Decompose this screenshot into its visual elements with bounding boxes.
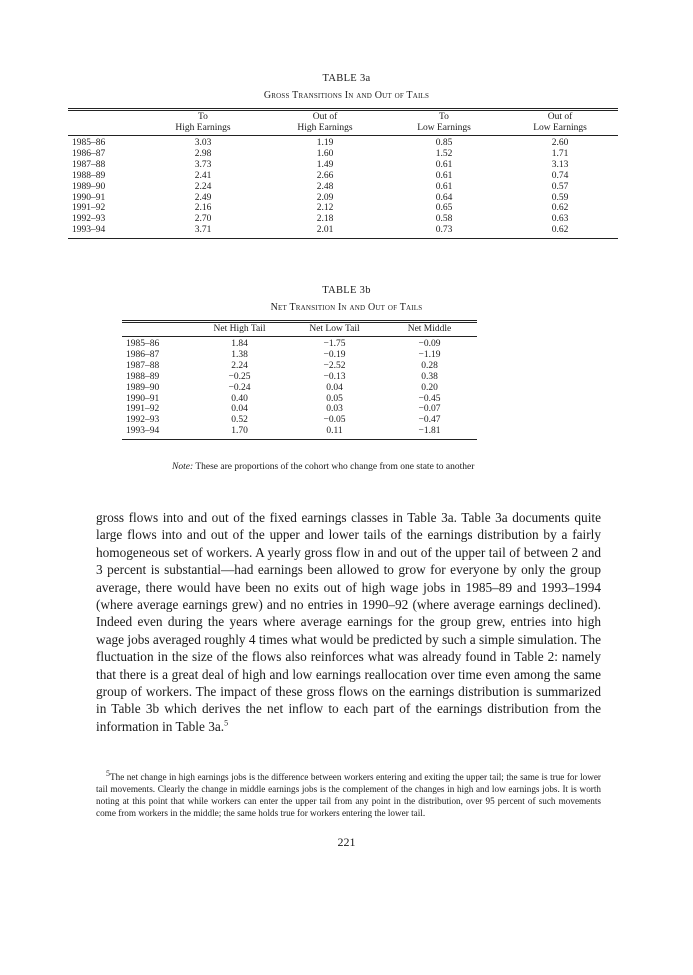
table-cell: −0.19 bbox=[323, 349, 346, 360]
row-year: 1989–90 bbox=[126, 382, 160, 393]
table-cell: 0.03 bbox=[326, 404, 343, 415]
table-cell: 0.04 bbox=[326, 382, 343, 393]
table-cell: 0.28 bbox=[421, 360, 438, 371]
table-cell: 0.65 bbox=[435, 203, 453, 214]
table-row bbox=[68, 193, 618, 204]
table-row bbox=[122, 383, 477, 394]
table-row bbox=[122, 426, 477, 439]
table-cell: 0.62 bbox=[502, 225, 618, 238]
table-cell: 0.62 bbox=[551, 203, 569, 214]
page-number: 221 bbox=[337, 835, 356, 849]
table-cell: 0.61 bbox=[435, 159, 453, 170]
row-year: 1988–89 bbox=[72, 170, 106, 181]
table-3a-header-2: Out of High Earnings bbox=[264, 110, 386, 136]
table-cell: 3.71 bbox=[142, 225, 264, 238]
row-year: 1986–87 bbox=[126, 349, 160, 360]
table-cell: 2.24 bbox=[231, 360, 248, 371]
table-3b-title: TABLE 3b bbox=[322, 285, 371, 296]
note-label: Note: bbox=[172, 462, 194, 472]
table-cell: 1.38 bbox=[231, 349, 248, 360]
table-cell: 2.48 bbox=[316, 181, 334, 192]
footnote-reference: 5 bbox=[224, 718, 229, 728]
table-cell: 0.74 bbox=[551, 170, 569, 181]
table-3b-header-2: Net Low Tail bbox=[287, 322, 382, 337]
table-cell: 1.60 bbox=[316, 148, 334, 159]
table-cell: −0.45 bbox=[418, 393, 441, 404]
table-cell: −0.07 bbox=[418, 404, 441, 415]
table-cell: 0.38 bbox=[421, 371, 438, 382]
row-year: 1992–93 bbox=[72, 214, 106, 225]
table-row bbox=[122, 404, 477, 415]
table-cell: 0.59 bbox=[551, 192, 569, 203]
table-cell: 0.20 bbox=[421, 382, 438, 393]
row-year: 1988–89 bbox=[126, 371, 160, 382]
row-year: 1986–87 bbox=[72, 148, 106, 159]
row-year: 1993–94 bbox=[68, 225, 142, 238]
table-3b-subtitle: Net Transition In and Out of Tails bbox=[270, 302, 423, 313]
table-cell: 2.98 bbox=[194, 148, 212, 159]
table-cell: 2.49 bbox=[194, 192, 212, 203]
table-cell: 1.19 bbox=[264, 136, 386, 149]
row-year: 1989–90 bbox=[72, 181, 106, 192]
table-row bbox=[68, 214, 618, 225]
table-3b-stub-header bbox=[122, 322, 192, 337]
table-cell: −0.24 bbox=[228, 382, 251, 393]
table-cell: 2.66 bbox=[316, 170, 334, 181]
table-3b bbox=[122, 320, 477, 440]
row-year: 1993–94 bbox=[122, 426, 192, 439]
table-note bbox=[160, 461, 510, 473]
table-cell: 3.03 bbox=[142, 136, 264, 149]
footnote-text: The net change in high earnings jobs is the difference between workers entering and exiting the upper tail; the same is true for lower tail movements. Clearly the change in middle earnings jobs is the complement of the changes in high and low earnings jobs. It is worth noting at this point that while workers can enter the upper tail from any point in the distribution, over 95 percent of such movements come from workers in the middle; the same holds true for workers entering the lower tail. bbox=[96, 772, 601, 818]
table-cell: −1.75 bbox=[287, 337, 382, 350]
row-year: 1992–93 bbox=[126, 415, 160, 426]
table-cell: 2.70 bbox=[194, 214, 212, 225]
table-cell: 0.64 bbox=[435, 192, 453, 203]
row-year: 1991–92 bbox=[126, 404, 160, 415]
table-row bbox=[68, 149, 618, 160]
table-row bbox=[68, 171, 618, 182]
table-cell: 1.71 bbox=[551, 148, 569, 159]
footnote bbox=[96, 768, 601, 819]
row-year: 1985–86 bbox=[122, 337, 192, 350]
table-3a-title: TABLE 3a bbox=[322, 73, 371, 84]
table-3a-header-4: Out of Low Earnings bbox=[502, 110, 618, 136]
table-3b-header-3: Net Middle bbox=[382, 322, 477, 337]
table-cell: 0.73 bbox=[386, 225, 502, 238]
footnote-marker: 5 bbox=[106, 768, 110, 778]
row-year: 1987–88 bbox=[126, 360, 160, 371]
table-row bbox=[122, 415, 477, 426]
table-cell: 0.85 bbox=[386, 136, 502, 149]
table-cell: 0.58 bbox=[435, 214, 453, 225]
table-cell: 2.01 bbox=[264, 225, 386, 238]
table-row bbox=[122, 350, 477, 361]
note-text: These are proportions of the cohort who change from one state to another bbox=[193, 462, 475, 472]
table-row bbox=[68, 160, 618, 171]
table-row bbox=[68, 182, 618, 193]
table-cell: 0.11 bbox=[287, 426, 382, 439]
table-row bbox=[68, 225, 618, 238]
table-cell: 3.73 bbox=[194, 159, 212, 170]
table-cell: −2.52 bbox=[323, 360, 346, 371]
table-cell: 2.24 bbox=[194, 181, 212, 192]
table-cell: 0.61 bbox=[435, 170, 453, 181]
table-cell: 0.40 bbox=[231, 393, 248, 404]
body-text: gross flows into and out of the fixed earnings classes in Table 3a. Table 3a documents quite large flows into and out of the upper and lower tails of the earnings distribution by a fairly homogeneous set of workers. A yearly gross flow in and out of the upper tail of between 2 and 3 percent is substantial—had earnings been allowed to grow for everyone by only the group average, there would have been no exits out of high wage jobs in 1985–89 and 1993–1994 (where average earnings grew) and no entries in 1990–92 (where average earnings declined). Indeed even during the years where average earnings for the group grew, entries into high wage jobs averaged roughly 4 times what would be predicted by such a simple simulation. The fluctuation in the size of the flows also reinforces what was already found in Table 2: namely that there is a great deal of high and low earnings reallocation over time even among the same group of workers. The impact of these gross flows on the earnings distribution is summarized in Table 3b which derives the net inflow to each part of the earnings distribution from the information in Table 3a. bbox=[96, 510, 601, 734]
table-3b-header-1: Net High Tail bbox=[192, 322, 287, 337]
table-row bbox=[122, 394, 477, 405]
table-cell: 2.12 bbox=[316, 203, 334, 214]
table-cell: −0.25 bbox=[228, 371, 251, 382]
table-cell: 0.52 bbox=[231, 415, 248, 426]
table-cell: 1.52 bbox=[435, 148, 453, 159]
table-cell: 1.70 bbox=[192, 426, 287, 439]
table-cell: −1.19 bbox=[418, 349, 441, 360]
table-3a-stub-header bbox=[68, 110, 142, 136]
table-cell: 0.57 bbox=[551, 181, 569, 192]
table-row bbox=[68, 136, 618, 149]
row-year: 1991–92 bbox=[72, 203, 106, 214]
table-cell: 0.05 bbox=[326, 393, 343, 404]
table-3a bbox=[68, 108, 618, 239]
table-3a-body bbox=[68, 136, 618, 239]
table-3a-header-1: To High Earnings bbox=[142, 110, 264, 136]
table-row bbox=[68, 203, 618, 214]
table-cell: −1.81 bbox=[382, 426, 477, 439]
table-3a-header-3: To Low Earnings bbox=[386, 110, 502, 136]
table-cell: 2.16 bbox=[194, 203, 212, 214]
row-year: 1987–88 bbox=[72, 159, 106, 170]
table-cell: 0.04 bbox=[231, 404, 248, 415]
table-cell: −0.47 bbox=[418, 415, 441, 426]
table-row bbox=[122, 372, 477, 383]
table-cell: −0.13 bbox=[323, 371, 346, 382]
table-row bbox=[122, 361, 477, 372]
table-cell: −0.05 bbox=[323, 415, 346, 426]
table-cell: −0.09 bbox=[382, 337, 477, 350]
row-year: 1985–86 bbox=[68, 136, 142, 149]
table-cell: 3.13 bbox=[551, 159, 569, 170]
table-row bbox=[122, 337, 477, 350]
table-cell: 1.49 bbox=[316, 159, 334, 170]
table-cell: 0.61 bbox=[435, 181, 453, 192]
row-year: 1990–91 bbox=[126, 393, 160, 404]
table-cell: 0.63 bbox=[551, 214, 569, 225]
table-cell: 1.84 bbox=[192, 337, 287, 350]
table-cell: 2.09 bbox=[316, 192, 334, 203]
row-year: 1990–91 bbox=[72, 192, 106, 203]
body-paragraph bbox=[96, 509, 601, 735]
table-3a-subtitle: Gross Transitions In and Out of Tails bbox=[263, 90, 430, 101]
table-cell: 2.60 bbox=[502, 136, 618, 149]
table-cell: 2.18 bbox=[316, 214, 334, 225]
table-cell: 2.41 bbox=[194, 170, 212, 181]
table-3b-body bbox=[122, 337, 477, 440]
